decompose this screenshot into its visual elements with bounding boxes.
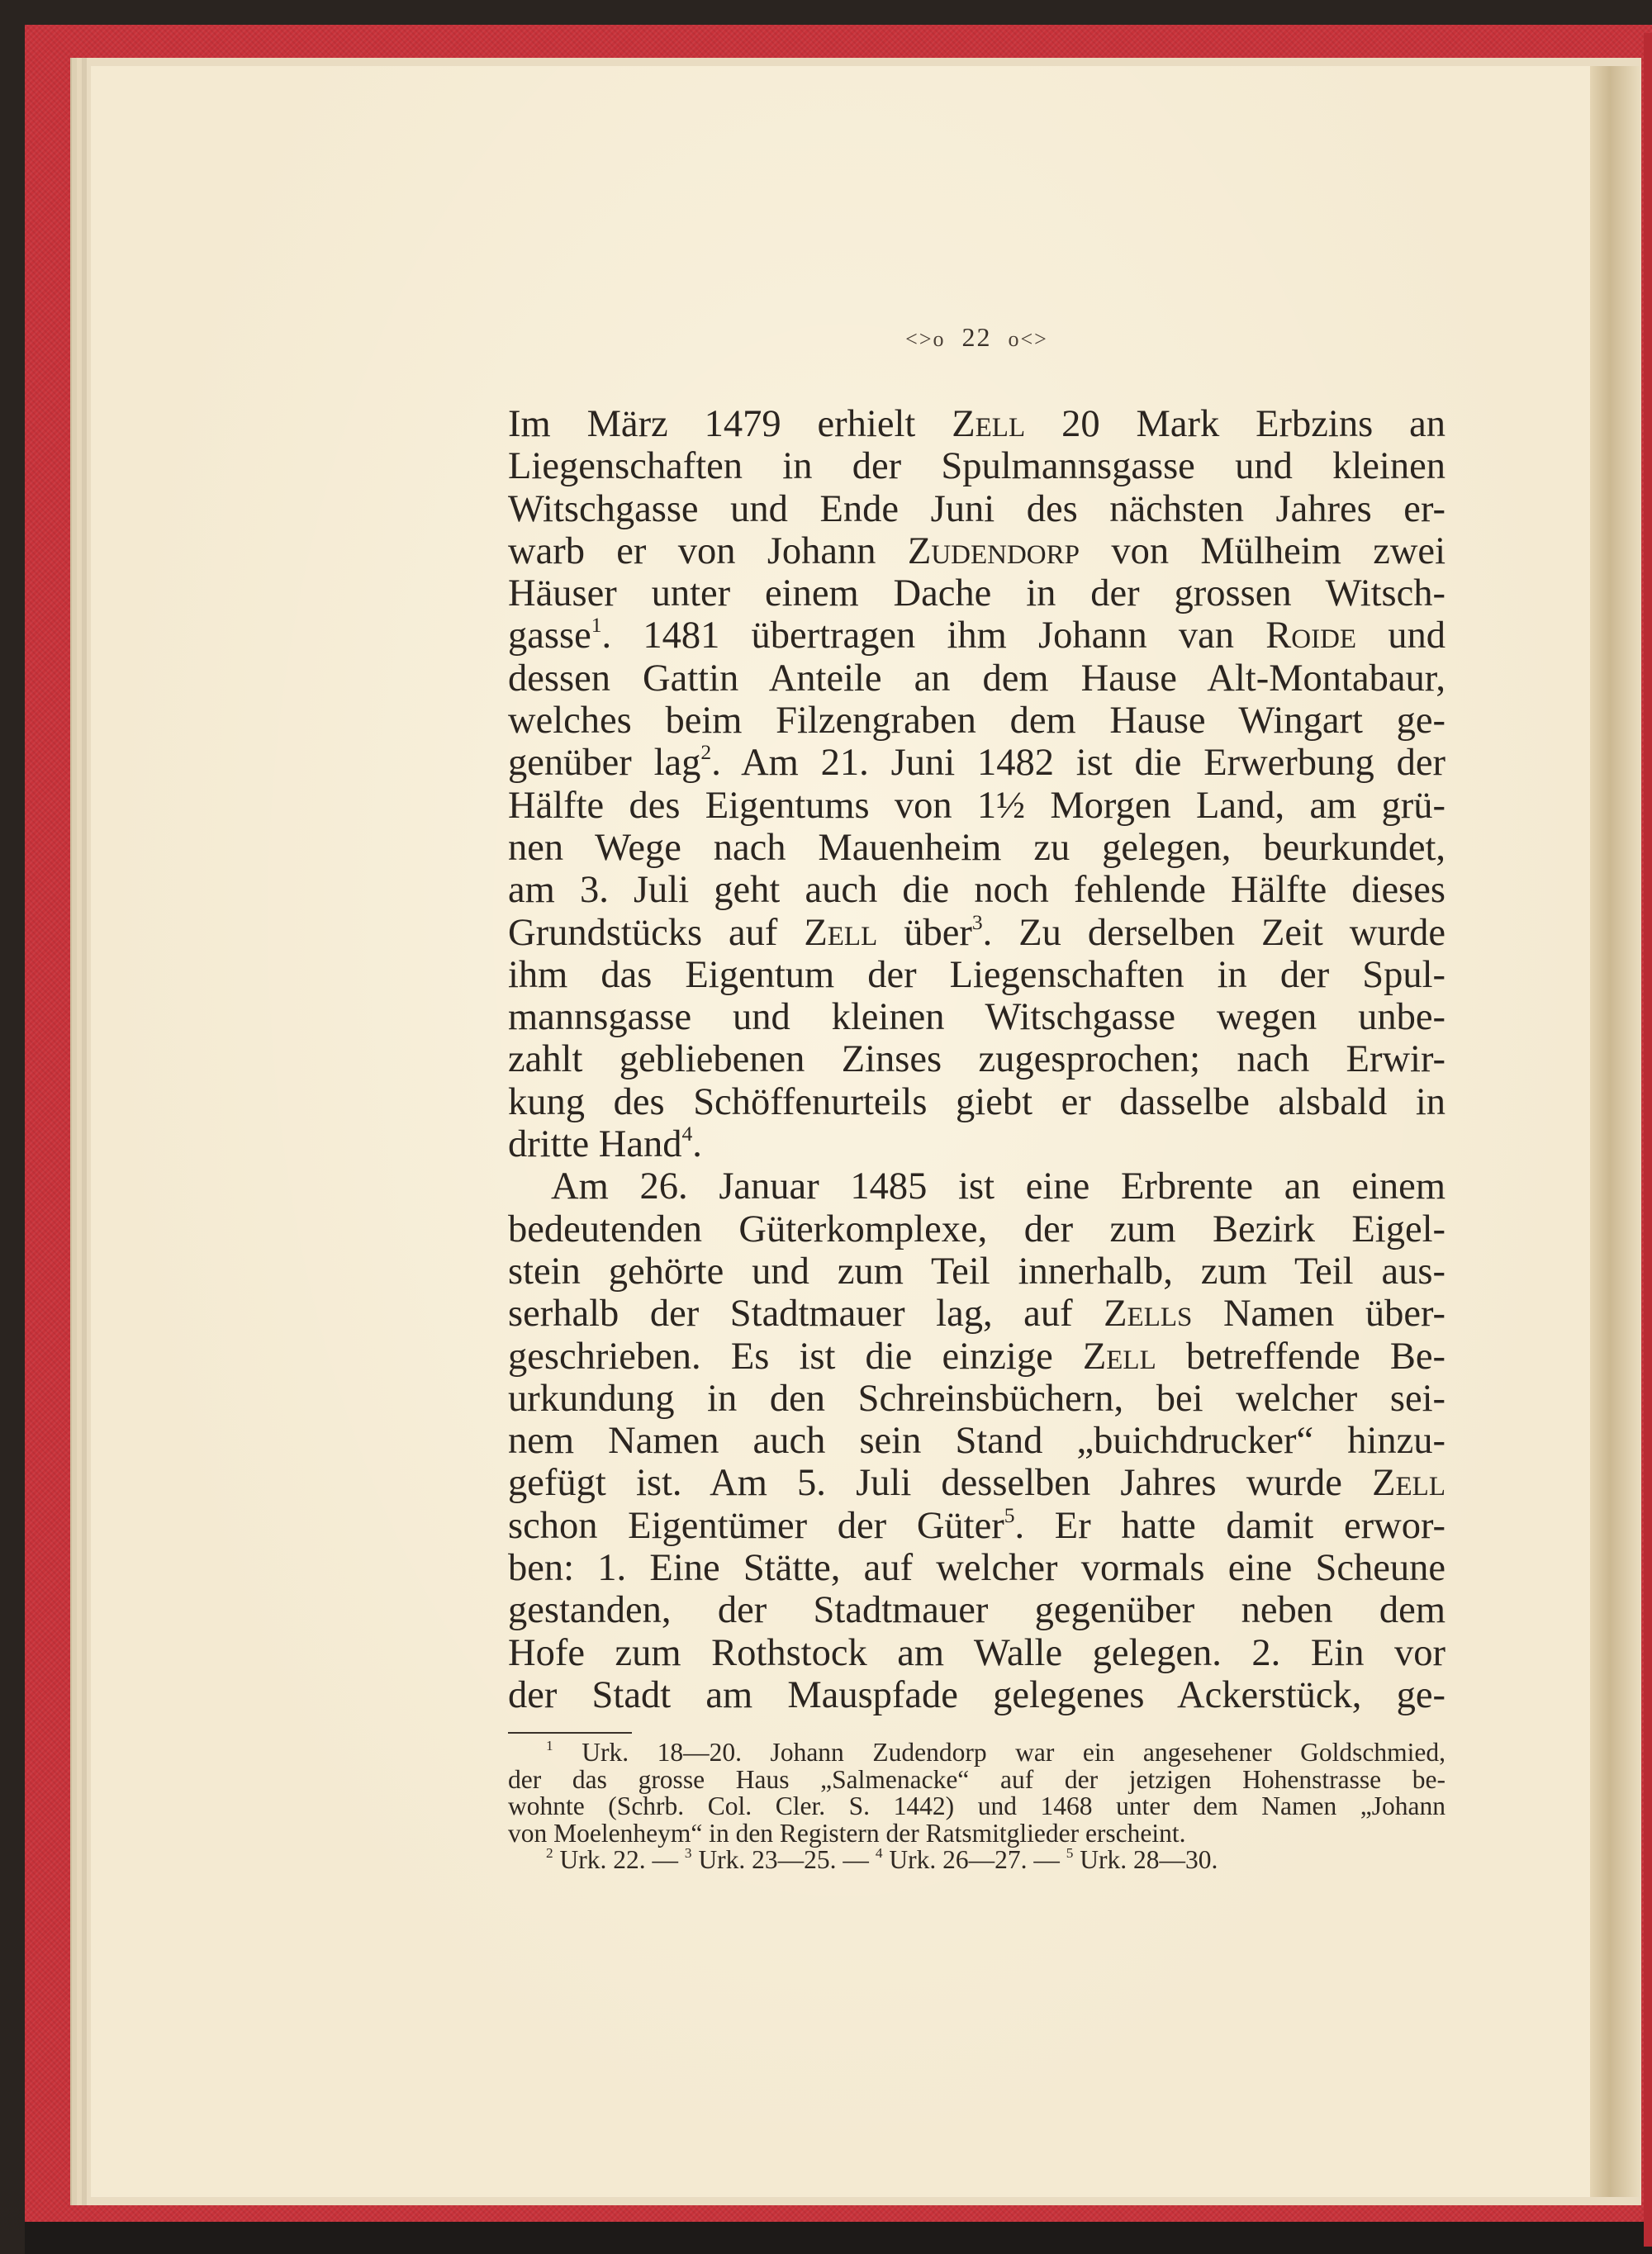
footnote-line xyxy=(508,1764,1446,1794)
text-run: ben: 1. Eine Stätte, auf welcher vormals eine Scheune xyxy=(508,1547,1446,1590)
text-run: dessen Gattin Anteile an dem Hause Alt-Montabaur, xyxy=(508,657,1446,700)
page-header xyxy=(508,322,1446,353)
text-run: welches beim Filzengraben dem Hause Wingart ge- xyxy=(508,700,1446,743)
text-line xyxy=(508,1462,1446,1504)
text-run: Witschgasse und Ende Juni des nächsten Jahres er- xyxy=(508,487,1446,530)
footnote-marker: 2 xyxy=(546,1845,553,1862)
text-line xyxy=(508,1547,1446,1589)
text-run: . xyxy=(692,1123,702,1166)
text-line xyxy=(508,1420,1446,1462)
text-line xyxy=(508,827,1446,869)
footnote-rule xyxy=(508,1732,632,1734)
footnote-marker: 4 xyxy=(875,1845,883,1862)
text-run: . Zu derselben Zeit wurde xyxy=(982,911,1446,954)
text-line xyxy=(508,742,1446,784)
body-text xyxy=(508,403,1446,1716)
text-run: . 1481 übertragen ihm Johann van xyxy=(601,615,1266,657)
text-run: Liegenschaften in der Spulmannsgasse und kleinen xyxy=(508,445,1446,488)
footnote-marker: 3 xyxy=(971,909,983,934)
footnote-line xyxy=(508,1739,1446,1767)
text-run: nen Wege nach Mauenheim zu gelegen, beurkundet, xyxy=(508,826,1446,869)
text-run: geschrieben. Es ist die einzige xyxy=(508,1335,1083,1378)
footnote-marker: 5 xyxy=(1066,1845,1074,1862)
text-line xyxy=(508,1293,1446,1335)
ornament-left: <>o xyxy=(905,327,946,351)
page-number: 22 xyxy=(961,322,992,352)
text-line xyxy=(508,1502,1446,1547)
text-run: bedeutenden Güterkomplexe, der zum Bezirk Eigel- xyxy=(508,1208,1446,1250)
text-run: der Stadt am Mauspfade gelegenes Ackerstück, ge- xyxy=(508,1673,1446,1716)
text-run: zahlt gebliebenen Zinses zugesprochen; nach Erwir- xyxy=(508,1038,1446,1081)
footnote-marker: 1 xyxy=(546,1738,553,1754)
text-run: der das grosse Haus „Salmenacke“ auf der jetzigen Hohenstrasse be- xyxy=(508,1764,1446,1794)
text-run: Namen über- xyxy=(1192,1293,1446,1336)
text-run: Grundstücks auf xyxy=(508,911,805,954)
text-run: betreffende Be- xyxy=(1156,1335,1446,1378)
footnote-marker: 5 xyxy=(1004,1502,1015,1527)
text-run: von Mülheim zwei xyxy=(1079,529,1446,572)
text-line xyxy=(508,1208,1446,1250)
text-run: urkundung in den Schreinsbüchern, bei welcher sei- xyxy=(508,1377,1446,1420)
text-run: Hälfte des Eigentums von 1½ Morgen Land, am grü- xyxy=(508,784,1446,827)
text-line xyxy=(508,488,1446,530)
footnotes xyxy=(508,1739,1446,1874)
text-run: Im März 1479 erhielt xyxy=(508,403,952,445)
text-run: gasse xyxy=(508,615,591,657)
text-line xyxy=(508,996,1446,1038)
name-smallcaps: Zell xyxy=(1082,1335,1156,1378)
text-line xyxy=(508,700,1446,742)
text-run: und xyxy=(1356,615,1446,657)
text-run: mannsgasse und kleinen Witschgasse wegen unbe- xyxy=(508,996,1446,1039)
text-line xyxy=(508,785,1446,827)
text-run: stein gehörte und zum Teil innerhalb, zum Teil aus- xyxy=(508,1250,1446,1293)
text-run: Häuser unter einem Dache in der grossen Witsch- xyxy=(508,572,1446,615)
text-line xyxy=(508,445,1446,487)
text-line xyxy=(508,1632,1446,1674)
text-run: dritte Hand xyxy=(508,1123,682,1166)
footnote-marker: 3 xyxy=(684,1845,692,1862)
text-run: Am 26. Januar 1485 ist eine Erbrente an einem xyxy=(551,1165,1446,1208)
text-line xyxy=(508,1378,1446,1420)
text-run: kung des Schöffenurteils giebt er dasselbe alsbald in xyxy=(508,1080,1446,1123)
text-run: serhalb der Stadtmauer lag, auf xyxy=(508,1293,1104,1336)
text-run: am 3. Juli geht auch die noch fehlende Hälfte dieses xyxy=(508,869,1446,912)
name-smallcaps: Zell xyxy=(952,403,1026,445)
text-run: gefügt ist. Am 5. Juli desselben Jahres wurde xyxy=(508,1462,1373,1505)
text-line xyxy=(508,1589,1446,1631)
footnote-marker: 2 xyxy=(700,740,712,765)
text-line xyxy=(508,869,1446,911)
text-run: genüber lag xyxy=(508,742,701,785)
text-line xyxy=(508,657,1446,700)
text-run: Urk. 28—30. xyxy=(1073,1845,1218,1874)
text-line xyxy=(508,615,1446,657)
name-smallcaps: Zell xyxy=(804,911,878,954)
text-run: . Er hatte damit erwor- xyxy=(1014,1504,1446,1547)
text-line xyxy=(508,1165,1446,1208)
text-run: Urk. 22. — xyxy=(553,1845,685,1874)
text-run: 20 Mark Erbzins an xyxy=(1025,403,1446,445)
text-run: Urk. 26—27. — xyxy=(882,1845,1066,1874)
background xyxy=(25,2222,1652,2254)
text-line xyxy=(508,1038,1446,1080)
text-run: Urk. 18—20. Johann Zudendorp war ein angesehener Goldschmied, xyxy=(553,1738,1446,1767)
text-run: Urk. 23—25. — xyxy=(691,1845,876,1874)
name-smallcaps: Zell xyxy=(1372,1462,1446,1505)
name-smallcaps: Zudendorp xyxy=(907,529,1080,572)
name-smallcaps: Zells xyxy=(1104,1293,1193,1336)
book-page xyxy=(91,66,1594,2197)
footnote-line xyxy=(508,1793,1446,1820)
text-run: Hofe zum Rothstock am Walle gelegen. 2. Ein vor xyxy=(508,1631,1446,1674)
text-run: gestanden, der Stadtmauer gegenüber neben dem xyxy=(508,1589,1446,1632)
book-gutter xyxy=(1590,66,1640,2197)
text-run: schon Eigentümer der Güter xyxy=(508,1504,1004,1547)
text-run: nem Namen auch sein Stand „buichdrucker“ hinzu- xyxy=(508,1420,1446,1463)
footnote-line xyxy=(508,1820,1446,1848)
text-line xyxy=(508,403,1446,445)
text-run: von Moelenheym“ in den Registern der Ratsmitglieder erscheint. xyxy=(508,1818,1186,1848)
name-smallcaps: Roide xyxy=(1265,615,1357,657)
text-line xyxy=(508,1250,1446,1293)
footnote-line xyxy=(508,1847,1446,1874)
footnote-marker: 1 xyxy=(591,613,602,638)
text-run: wohnte (Schrb. Col. Cler. S. 1442) und 1468 unter dem Namen „Johann xyxy=(508,1791,1446,1820)
text-run: ihm das Eigentum der Liegenschaften in der Spul- xyxy=(508,953,1446,996)
footnote-marker: 4 xyxy=(681,1121,693,1146)
cover-edge xyxy=(1644,33,1652,2247)
text-line xyxy=(508,572,1446,615)
text-line xyxy=(508,909,1446,954)
text-line xyxy=(508,954,1446,996)
text-run: über xyxy=(877,911,972,954)
text-line xyxy=(508,1081,1446,1123)
text-line xyxy=(508,1674,1446,1716)
text-line xyxy=(508,1123,1446,1165)
text-run: . Am 21. Juni 1482 ist die Erwerbung der xyxy=(711,742,1446,785)
text-line xyxy=(508,1336,1446,1378)
text-line xyxy=(508,530,1446,572)
ornament-right: o<> xyxy=(1008,327,1048,351)
text-run: warb er von Johann xyxy=(508,529,908,572)
